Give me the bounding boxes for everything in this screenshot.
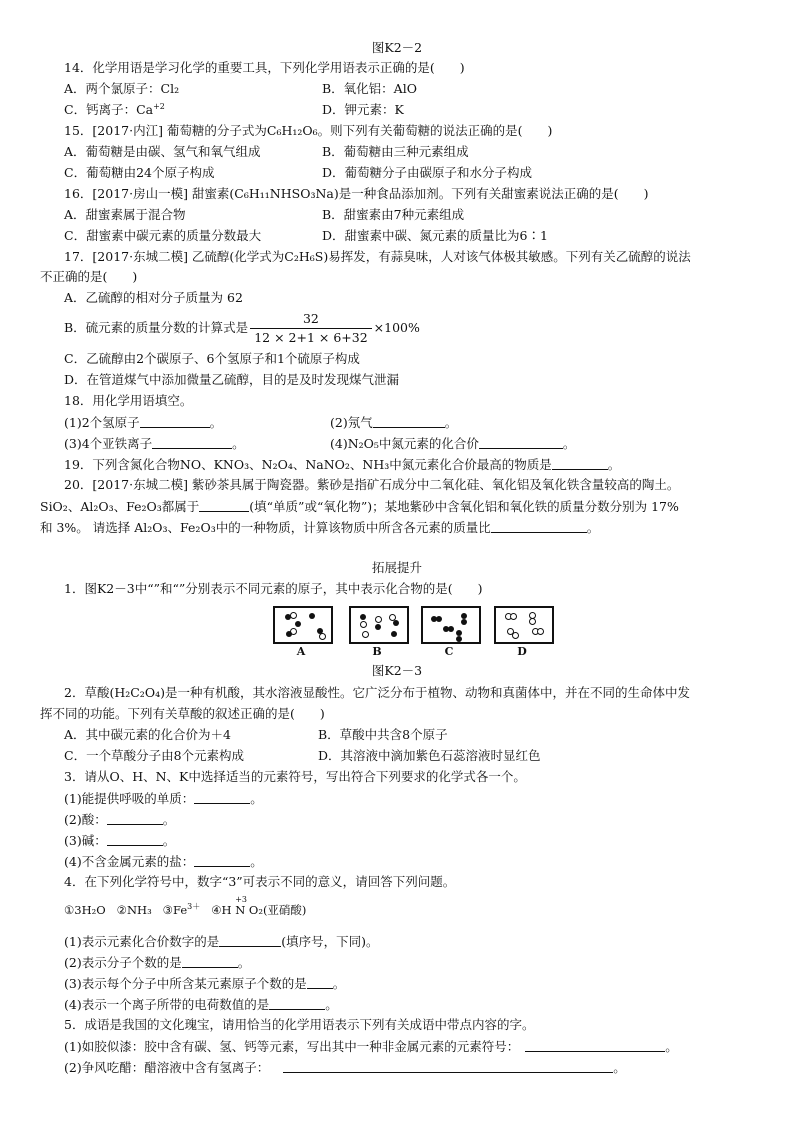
box-label-b: B — [372, 645, 382, 658]
ext-q3-part2-end: 。 — [162, 812, 176, 827]
atom-icon — [375, 616, 382, 623]
q19-text: 19．下列含氮化合物NO、KNO₃、N₂O₄、NaNO₂、NH₃中氮元素化合价最高的物质是 — [64, 457, 552, 472]
ext-q4-part3 — [64, 977, 345, 991]
q14-option-c-text: C．钙离子：Ca — [64, 102, 154, 117]
q17-option-a: A．乙硫醇的相对分子质量为 62 — [64, 290, 243, 305]
ext-q2-option-b: B．草酸中共含8个原子 — [318, 727, 448, 742]
figure-k2-2-caption: 图K2－2 — [371, 40, 423, 55]
q16-option-d: D．甜蜜素中碳、氮元素的质量比为6∶1 — [322, 228, 548, 243]
ext-q4-part2 — [64, 956, 250, 970]
atom-icon — [512, 632, 519, 639]
ext-q4-part4-blank[interactable] — [269, 998, 325, 1010]
q14-option-b: B．氧化铝：AlO — [322, 81, 417, 96]
q19-answer-blank[interactable] — [552, 458, 608, 470]
q18-part3-text: (3)4个亚铁离子 — [64, 436, 153, 451]
q20-line1: 20．[2017·东城二模] 紫砂茶具属于陶瓷器。紫砂是指矿石成分中二氧化硅、氧化铝及氧化铁含量较高的陶土。 — [64, 477, 680, 492]
q14-option-c — [64, 101, 165, 117]
ext-q1-stem: 1．图K2－3中“”和“”分别表示不同元素的原子，其中表示化合物的是( ) — [64, 581, 483, 596]
ext-q3-part2-text: (2)酸： — [64, 812, 107, 827]
symbol-4-n: N — [235, 903, 246, 917]
q14-stem: 14．化学用语是学习化学的重要工具，下列化学用语表示正确的是( ) — [64, 60, 465, 75]
ext-q3-part1-end: 。 — [250, 791, 263, 806]
atom-icon — [375, 624, 381, 630]
atom-icon — [456, 636, 462, 642]
ext-q4-part2-end: 。 — [237, 955, 251, 970]
fraction-denominator: 12 × 2+1 × 6+32 — [250, 328, 371, 345]
ext-q5-part2-text: (2)争风吃醋：醋溶液中含有氢离子： — [64, 1060, 270, 1075]
q16-option-a: A．甜蜜素属于混合物 — [64, 207, 186, 222]
molecule-box-c — [421, 606, 481, 644]
atom-icon — [461, 619, 467, 625]
q20-line2 — [40, 500, 679, 514]
atom-icon — [286, 631, 292, 637]
atom-icon — [448, 626, 454, 632]
valence-mark: +3 — [235, 895, 247, 904]
ext-q4-part4-end: 。 — [325, 997, 338, 1012]
box-label-a: A — [296, 645, 306, 658]
ext-q5-part2-end: 。 — [613, 1060, 626, 1075]
molecule-box-d — [494, 606, 554, 644]
q16-stem: 16．[2017·房山一模] 甜蜜素(C₆H₁₁NHSO₃Na)是一种食品添加剂。下列有关甜蜜素说法正确的是( ) — [64, 186, 649, 201]
q16-option-c: C．甜蜜素中碳元素的质量分数最大 — [64, 228, 262, 243]
q18-part2-answer-blank[interactable] — [373, 416, 445, 428]
ext-q3-part4-end: 。 — [250, 854, 263, 869]
ext-q3-part3-blank[interactable] — [107, 834, 163, 846]
ext-q3-part1-text: (1)能提供呼吸的单质： — [64, 791, 195, 806]
ext-q3-part2 — [64, 813, 175, 827]
q18-part4-text: (4)N₂O₅中氮元素的化合价 — [330, 436, 479, 451]
ext-q5-part1-end: 。 — [665, 1039, 678, 1054]
q17-option-b-suffix: ×100% — [373, 320, 420, 335]
ext-q4-part1 — [64, 935, 378, 949]
fraction-numerator: 32 — [302, 311, 319, 326]
atom-icon — [295, 621, 301, 627]
symbol-2: ②NH₃ — [116, 903, 152, 917]
atom-icon — [391, 631, 397, 637]
q18-part3-end: 。 — [232, 436, 245, 451]
ext-q4-part2-blank[interactable] — [182, 956, 238, 968]
box-label-d: D — [517, 645, 527, 658]
ext-q4-part4-text: (4)表示一个离子所带的电荷数值的是 — [64, 997, 270, 1012]
ext-q3-part4 — [64, 855, 263, 869]
ext-q4-part3-end: 。 — [332, 976, 346, 991]
q16-option-b: B．甜蜜素由7种元素组成 — [322, 207, 465, 222]
ext-q5-part1-blank[interactable] — [525, 1040, 665, 1052]
q18-part1-answer-blank[interactable] — [140, 416, 210, 428]
q17-stem-line2: 不正确的是( ) — [40, 269, 138, 284]
atom-icon — [290, 612, 297, 619]
symbol-3-charge: 3＋ — [187, 902, 201, 912]
ext-q5-part2 — [64, 1061, 626, 1075]
ext-q2-stem-line2: 挥不同的功能。下列有关草酸的叙述正确的是( ) — [40, 706, 325, 721]
ext-q2-stem-line1: 2．草酸(H₂C₂O₄)是一种有机酸，其水溶液显酸性。它广泛分布于植物、动物和真菌体中，并在不同的生命体中发 — [64, 685, 690, 700]
ext-q3-part1-blank[interactable] — [194, 792, 250, 804]
ext-q3-part4-blank[interactable] — [194, 855, 250, 867]
q18-part3-answer-blank[interactable] — [152, 437, 232, 449]
atom-icon — [510, 613, 517, 620]
ext-q4-part4 — [64, 998, 338, 1012]
ext-q5-part2-blank[interactable] — [283, 1061, 613, 1073]
q18-part1 — [64, 416, 222, 430]
atom-icon — [319, 633, 326, 640]
symbol-3 — [163, 903, 201, 917]
atom-icon — [360, 621, 367, 628]
symbol-1: ①3H₂O — [64, 903, 106, 917]
q15-option-a: A．葡萄糖是由碳、氢气和氧气组成 — [64, 144, 261, 159]
q18-part4-end: 。 — [562, 436, 576, 451]
q14-option-c-charge: +2 — [153, 101, 165, 111]
q17-option-b — [64, 313, 420, 344]
atom-icon — [362, 631, 369, 638]
ext-q5-stem: 5．成语是我国的文化瑰宝，请用恰当的化学用语表示下列有关成语中带点内容的字。 — [64, 1017, 535, 1032]
symbol-4-h: H — [221, 903, 232, 917]
symbol-4 — [211, 895, 307, 917]
ext-q3-part3-text: (3)碱： — [64, 833, 107, 848]
ext-q5-part1-text: (1)如胶似漆：胶中含有碳、氢、钙等元素，写出其中一种非金属元素的元素符号： — [64, 1039, 520, 1054]
atom-icon — [309, 613, 315, 619]
ext-q3-part3-end: 。 — [162, 833, 176, 848]
q20-line3-end: 。 — [586, 520, 600, 535]
molecule-box-b — [349, 606, 409, 644]
ext-q3-part2-blank[interactable] — [107, 813, 163, 825]
molecule-box-a — [273, 606, 333, 644]
q15-option-b: B．葡萄糖由三种元素组成 — [322, 144, 469, 159]
box-label-c: C — [444, 645, 454, 658]
q18-part2-end: 。 — [444, 415, 458, 430]
q20-line2-a: SiO₂、Al₂O₃、Fe₂O₃都属于 — [40, 499, 200, 514]
q14-option-a: A．两个氯原子：Cl₂ — [64, 81, 180, 96]
q14-option-d: D．钾元素：K — [322, 102, 404, 117]
q18-part4 — [330, 437, 575, 451]
ext-q2-option-d: D．其溶液中滴加紫色石蕊溶液时显红色 — [318, 748, 541, 763]
symbol-4-prefix: ④ — [211, 903, 222, 917]
q18-part4-answer-blank[interactable] — [479, 437, 563, 449]
ext-q4-part3-blank[interactable] — [307, 977, 333, 989]
q18-part1-end: 。 — [209, 415, 223, 430]
q17-option-b-prefix: B．硫元素的质量分数的计算式是 — [64, 320, 249, 335]
q20-blank-2[interactable] — [491, 521, 587, 533]
atom-icon — [360, 614, 366, 620]
q17-option-c: C．乙硫醇由2个碳原子、6个氢原子和1个硫原子构成 — [64, 351, 360, 366]
symbol-4-nitrogen — [235, 895, 247, 917]
q20-blank-1[interactable] — [199, 500, 249, 512]
atom-icon — [436, 616, 442, 622]
q17-option-d: D．在管道煤气中添加微量乙硫醇，目的是及时发现煤气泄漏 — [64, 372, 400, 387]
mass-fraction-formula — [250, 313, 371, 344]
atom-icon — [393, 620, 399, 626]
atom-icon — [529, 618, 536, 625]
q15-option-d: D．葡萄糖分子由碳原子和水分子构成 — [322, 165, 533, 180]
q20-line3-a: 和 3%。 请选择 Al₂O₃、Fe₂O₃中的一种物质，计算该物质中所含各元素的质量比 — [40, 520, 491, 535]
symbol-3-base: ③Fe — [162, 903, 188, 917]
ext-q3-part3 — [64, 834, 175, 848]
q15-option-c: C．葡萄糖由24个原子构成 — [64, 165, 215, 180]
ext-q3-part1 — [64, 792, 263, 806]
ext-q4-part3-text: (3)表示每个分子中所含某元素原子个数的是 — [64, 976, 307, 991]
ext-q2-option-c: C．一个草酸分子由8个元素构成 — [64, 748, 245, 763]
ext-q4-part1-blank[interactable] — [219, 935, 281, 947]
q18-part2-text: (2)氖气 — [330, 415, 373, 430]
ext-q3-stem: 3．请从O、H、N、K中选择适当的元素符号，写出符合下列要求的化学式各一个。 — [64, 769, 526, 784]
section-title: 拓展提升 — [371, 560, 422, 575]
ext-q4-part1-note: (填序号，下同)。 — [281, 934, 379, 949]
q18-stem: 18．用化学用语填空。 — [64, 393, 193, 408]
q18-part3 — [64, 437, 245, 451]
q20-line2-b: (填“单质”或“氧化物”)；某地紫砂中含氧化铝和氧化铁的质量分数分别为 17% — [249, 499, 679, 514]
q18-part2 — [330, 416, 457, 430]
symbol-4-rest: O₂(亚硝酸) — [248, 903, 307, 917]
atom-icon — [537, 628, 544, 635]
ext-q3-part4-text: (4)不含金属元素的盐： — [64, 854, 195, 869]
q18-part1-text: (1)2个氢原子 — [64, 415, 140, 430]
ext-q4-part1-text: (1)表示元素化合价数字的是 — [64, 934, 220, 949]
figure-k2-3-caption: 图K2－3 — [371, 663, 423, 678]
q17-stem-line1: 17．[2017·东城二模] 乙硫醇(化学式为C₂H₆S)易挥发，有蒜臭味，人对该气体极其敏感。下列有关乙硫醇的说法 — [64, 249, 691, 264]
q19 — [64, 458, 620, 472]
q20-line3 — [40, 521, 599, 535]
ext-q4-symbols — [64, 895, 307, 917]
ext-q2-option-a: A．其中碳元素的化合价为＋4 — [64, 727, 231, 742]
ext-q5-part1 — [64, 1040, 678, 1054]
q15-stem: 15．[2017·内江] 葡萄糖的分子式为C₆H₁₂O₆。则下列有关葡萄糖的说法正确的是( ) — [64, 123, 553, 138]
ext-q4-stem: 4．在下列化学符号中，数字“3”可表示不同的意义，请回答下列问题。 — [64, 874, 456, 889]
ext-q4-part2-text: (2)表示分子个数的是 — [64, 955, 182, 970]
q19-end: 。 — [607, 457, 621, 472]
